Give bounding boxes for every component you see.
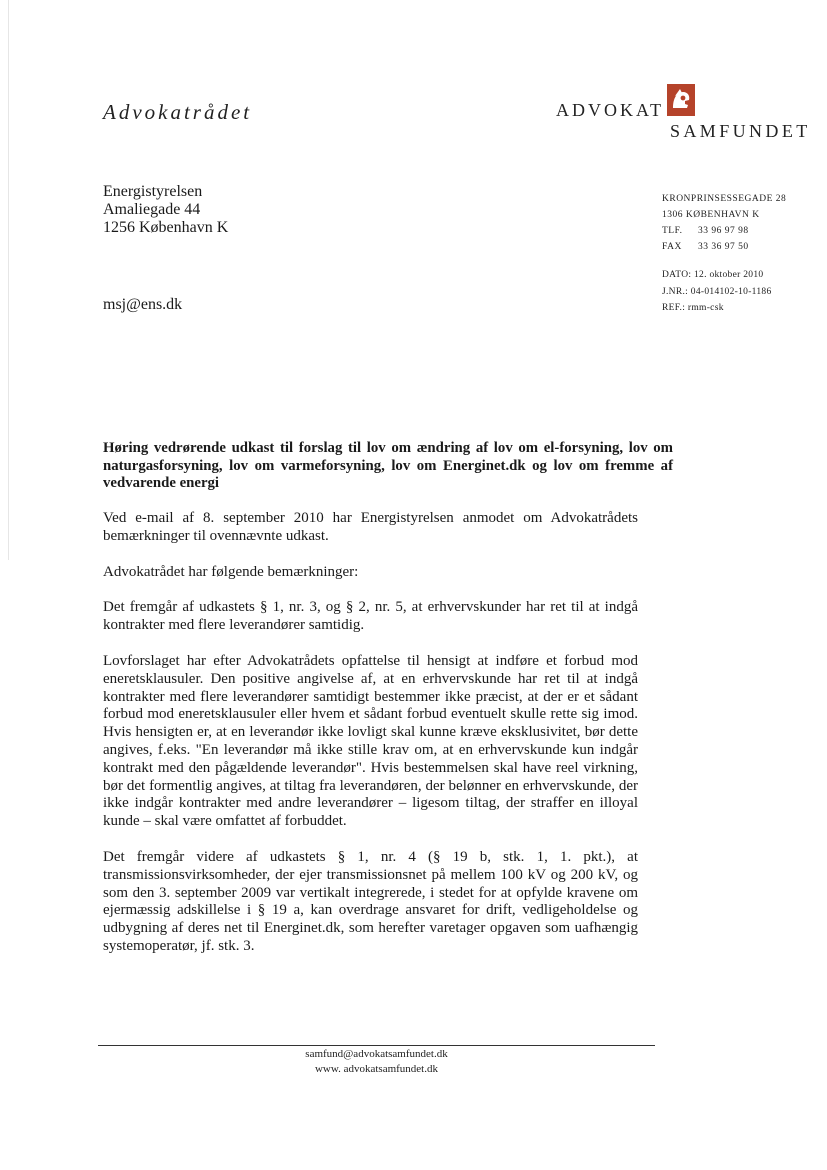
recipient-address: [103, 183, 228, 237]
sender-fax: [662, 239, 786, 255]
letter-body: [103, 510, 638, 974]
phone-number: 33 96 97 98: [698, 226, 749, 236]
scan-edge-line: [8, 0, 9, 560]
fax-label: FAX: [662, 242, 682, 252]
sender-city: 1306 KØBENHAVN K: [662, 210, 760, 220]
sender-phone: [662, 223, 786, 239]
recipient-city: 1256 København K: [103, 219, 229, 236]
sender-street: KRONPRINSESSEGADE 28: [662, 194, 787, 204]
footer-divider: [98, 1045, 655, 1046]
recipient-email: msj@ens.dk: [103, 296, 183, 313]
phone-label: TLF.: [662, 226, 683, 236]
reference-line: [662, 300, 772, 317]
journal-label: J.NR.:: [662, 286, 689, 297]
logo-word-advokat: ADVOKAT: [556, 100, 664, 120]
recipient-street: Amaliegade 44: [103, 201, 201, 218]
body-paragraph: Det fremgår videre af udkastets § 1, nr. 4 (§ 19 b, stk. 1, 1. pkt.), at transmissionsvirksomheder, der ejer transmissionsnet på mellem 100 kV og 200 kV, og som den 3. september 2009 var vertikalt integrerede, i stedet for at opfylde kravene om ejermæssig adskillelse i § 19 a, kan overdrage ansvaret for drift, vedligeholdelse og udbygning af deres net til Energinet.dk, som herefter varetager opgaven som uafhængig systemoperatør, jf. stk. 3.: [103, 848, 638, 954]
fax-number: 33 36 97 50: [698, 242, 749, 252]
reference-value: rmm-csk: [687, 303, 724, 313]
advokatsamfundet-logo: [556, 84, 816, 144]
body-paragraph: Ved e-mail af 8. september 2010 har Energistyrelsen anmodet om Advokatrådets bemærkninger til ovennævnte udkast.: [103, 510, 638, 544]
council-name: Advokatrådet: [103, 100, 253, 124]
body-paragraph: Lovforslaget har efter Advokatrådets opfattelse til hensigt at indføre et forbud mod eneretsklausuler. Den positive angivelse af, at en erhvervskunde har ret til at indgå kontrakter med flere leverandører samtidigt bestemmer ikke præcist, at der er et sådant forbud mod eneretsklausuler eller hvem et sådant forbud eventuelt skulle rette sig imod. Hvis hensigten er, at en leverandør ikke lovligt skal kunne kræve eksklusivitet, bør dette angives, f.eks. "En leverandør må ikke stille krav om, at en erhvervskunde kun indgår kontrakt med den pågældende leverandør". Hvis bestemmelsen skal have reel virkning, bør det formentlig angives, at tiltag fra leverandøren, der belønner en erhvervskunde, der ikke indgår kontrakter med andre leverandører – ligesom tiltag, der straffer en illoyal kunde – skal være omfattet af forbuddet.: [103, 652, 638, 830]
body-paragraph: Advokatrådet har følgende bemærkninger:: [103, 563, 359, 580]
recipient-name: Energistyrelsen: [103, 183, 203, 200]
sender-address: [662, 191, 786, 255]
letter-subject: Høring vedrørende udkast til forslag til lov om ændring af lov om el-forsyning, lov om naturgasforsyning, lov om varmeforsyning, lov om Energinet.dk og lov om fremme af vedvarende energi: [103, 440, 673, 492]
reference-label: REF.:: [662, 303, 686, 313]
journal-number: 04-014102-10-1186: [690, 286, 772, 297]
date-line: [662, 267, 772, 284]
athena-helmet-icon: [667, 84, 695, 116]
body-paragraph: Det fremgår af udkastets § 1, nr. 3, og § 2, nr. 5, at erhvervskunder har ret til at indgå kontrakter med flere leverandører samtidig.: [103, 599, 638, 634]
date-value: 12. oktober 2010: [694, 270, 764, 280]
footer-website: www. advokatsamfundet.dk: [314, 1063, 438, 1075]
journal-line: [662, 284, 772, 301]
logo-word-samfundet: SAMFUNDET: [670, 121, 811, 141]
page-footer: [98, 1047, 655, 1077]
letter-meta: [662, 267, 772, 317]
date-label: DATO:: [662, 270, 692, 280]
footer-email: samfund@advokatsamfundet.dk: [305, 1048, 448, 1060]
